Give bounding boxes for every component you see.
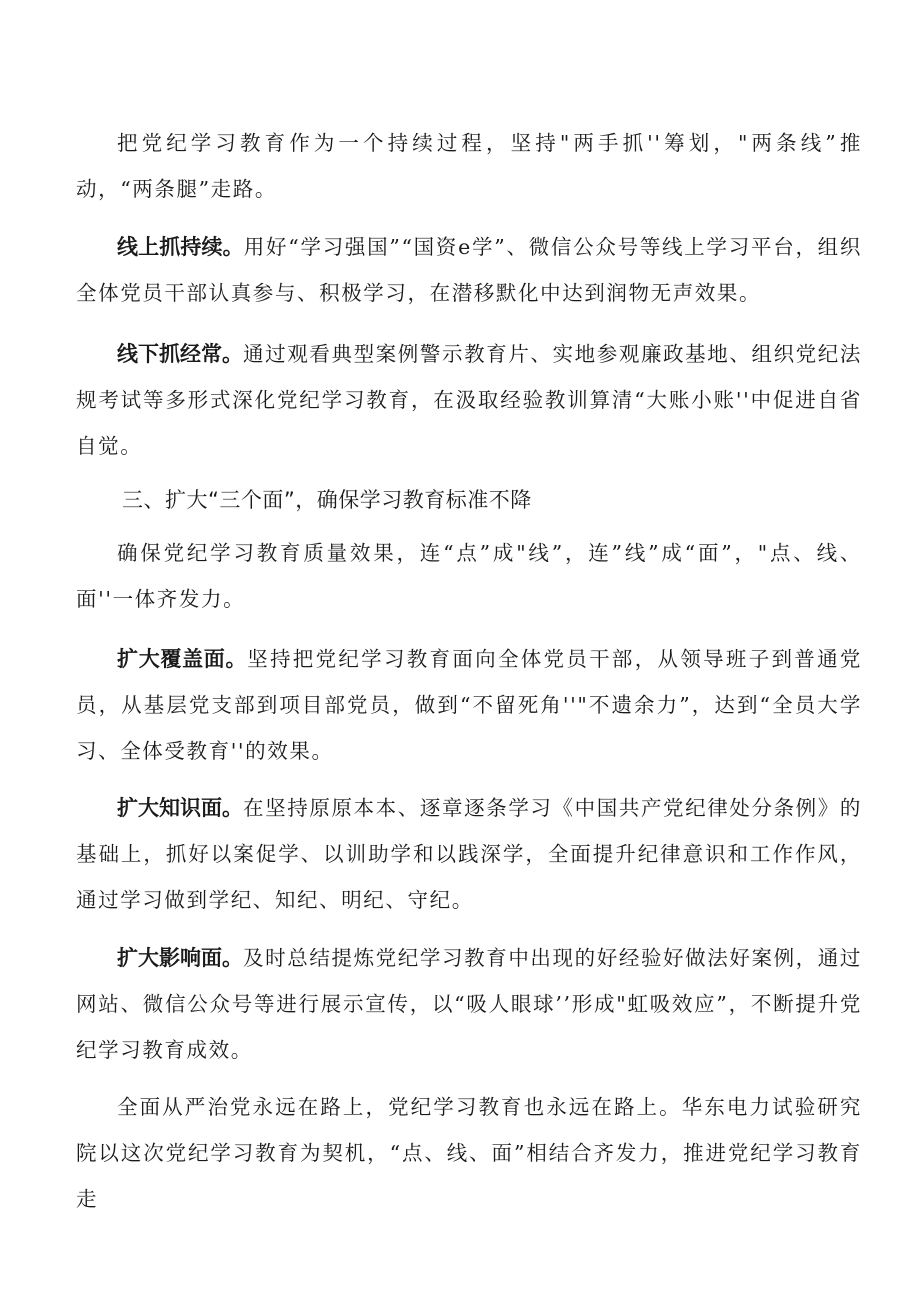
- paragraph-conclusion: [76, 1084, 862, 1222]
- paragraph-lead: 扩大影响面。: [117, 946, 244, 970]
- paragraph-text: 全面从严治党永远在路上，党纪学习教育也永远在路上。华东电力试验研究院以这次党纪学习教育为契机，“点、线、面”相结合齐发力，推进党纪学习教育走: [76, 1095, 862, 1211]
- paragraph-lead: 线上抓持续。: [117, 235, 244, 259]
- section-heading: 三、扩大“三个面”，确保学习教育标准不降: [122, 488, 532, 512]
- paragraph-coverage: [76, 636, 862, 774]
- paragraph-point-line-surface: [76, 530, 862, 622]
- paragraph-text: 确保党纪学习教育质量效果，连“点”成"线”，连”线”成“面”，"点、线、面''一体齐发力。: [76, 541, 862, 611]
- paragraph-lead: 线下抓经常。: [117, 342, 244, 366]
- paragraph-text: 通过观看典型案例警示教育片、实地参观廉政基地、组织党纪法规考试等多形式深化党纪学习教育，在汲取经验教训算清“大账小账''中促进自省自觉。: [76, 342, 862, 458]
- paragraph-lead: 扩大覆盖面。: [117, 647, 248, 671]
- paragraph-lead: 扩大知识面。: [117, 796, 244, 820]
- paragraph-knowledge: [76, 785, 862, 923]
- paragraph-text: 及时总结提炼党纪学习教育中出现的好经验好做法好案例，通过网站、微信公众号等进行展示宣传，以“吸人眼球’’形成"虹吸效应”，不断提升党纪学习教育成效。: [76, 946, 862, 1062]
- paragraph-text: 在坚持原原本本、逐章逐条学习《中国共产党纪律处分条例》的基础上，抓好以案促学、以训助学和以践深学，全面提升纪律意识和工作作风，通过学习做到学纪、知纪、明纪、守纪。: [76, 796, 862, 912]
- paragraph-online: [76, 224, 862, 316]
- paragraph-text: 用好“学习强国”“国资e学”、微信公众号等线上学习平台，组织全体党员干部认真参与、积极学习，在潜移默化中达到润物无声效果。: [76, 235, 863, 305]
- paragraph-offline: [76, 331, 862, 469]
- paragraph-influence: [76, 935, 862, 1073]
- paragraph-two-hands: [76, 120, 862, 212]
- paragraph-text: 坚持把党纪学习教育面向全体党员干部，从领导班子到普通党员，从基层党支部到项目部党员，做到“不留死角''"不遗余力”，达到“全员大学习、全体受教育''的效果。: [76, 647, 863, 763]
- paragraph-text: 把党纪学习教育作为一个持续过程，坚持"两手抓''筹划，"两条线”推动，“两条腿”走路。: [76, 131, 862, 201]
